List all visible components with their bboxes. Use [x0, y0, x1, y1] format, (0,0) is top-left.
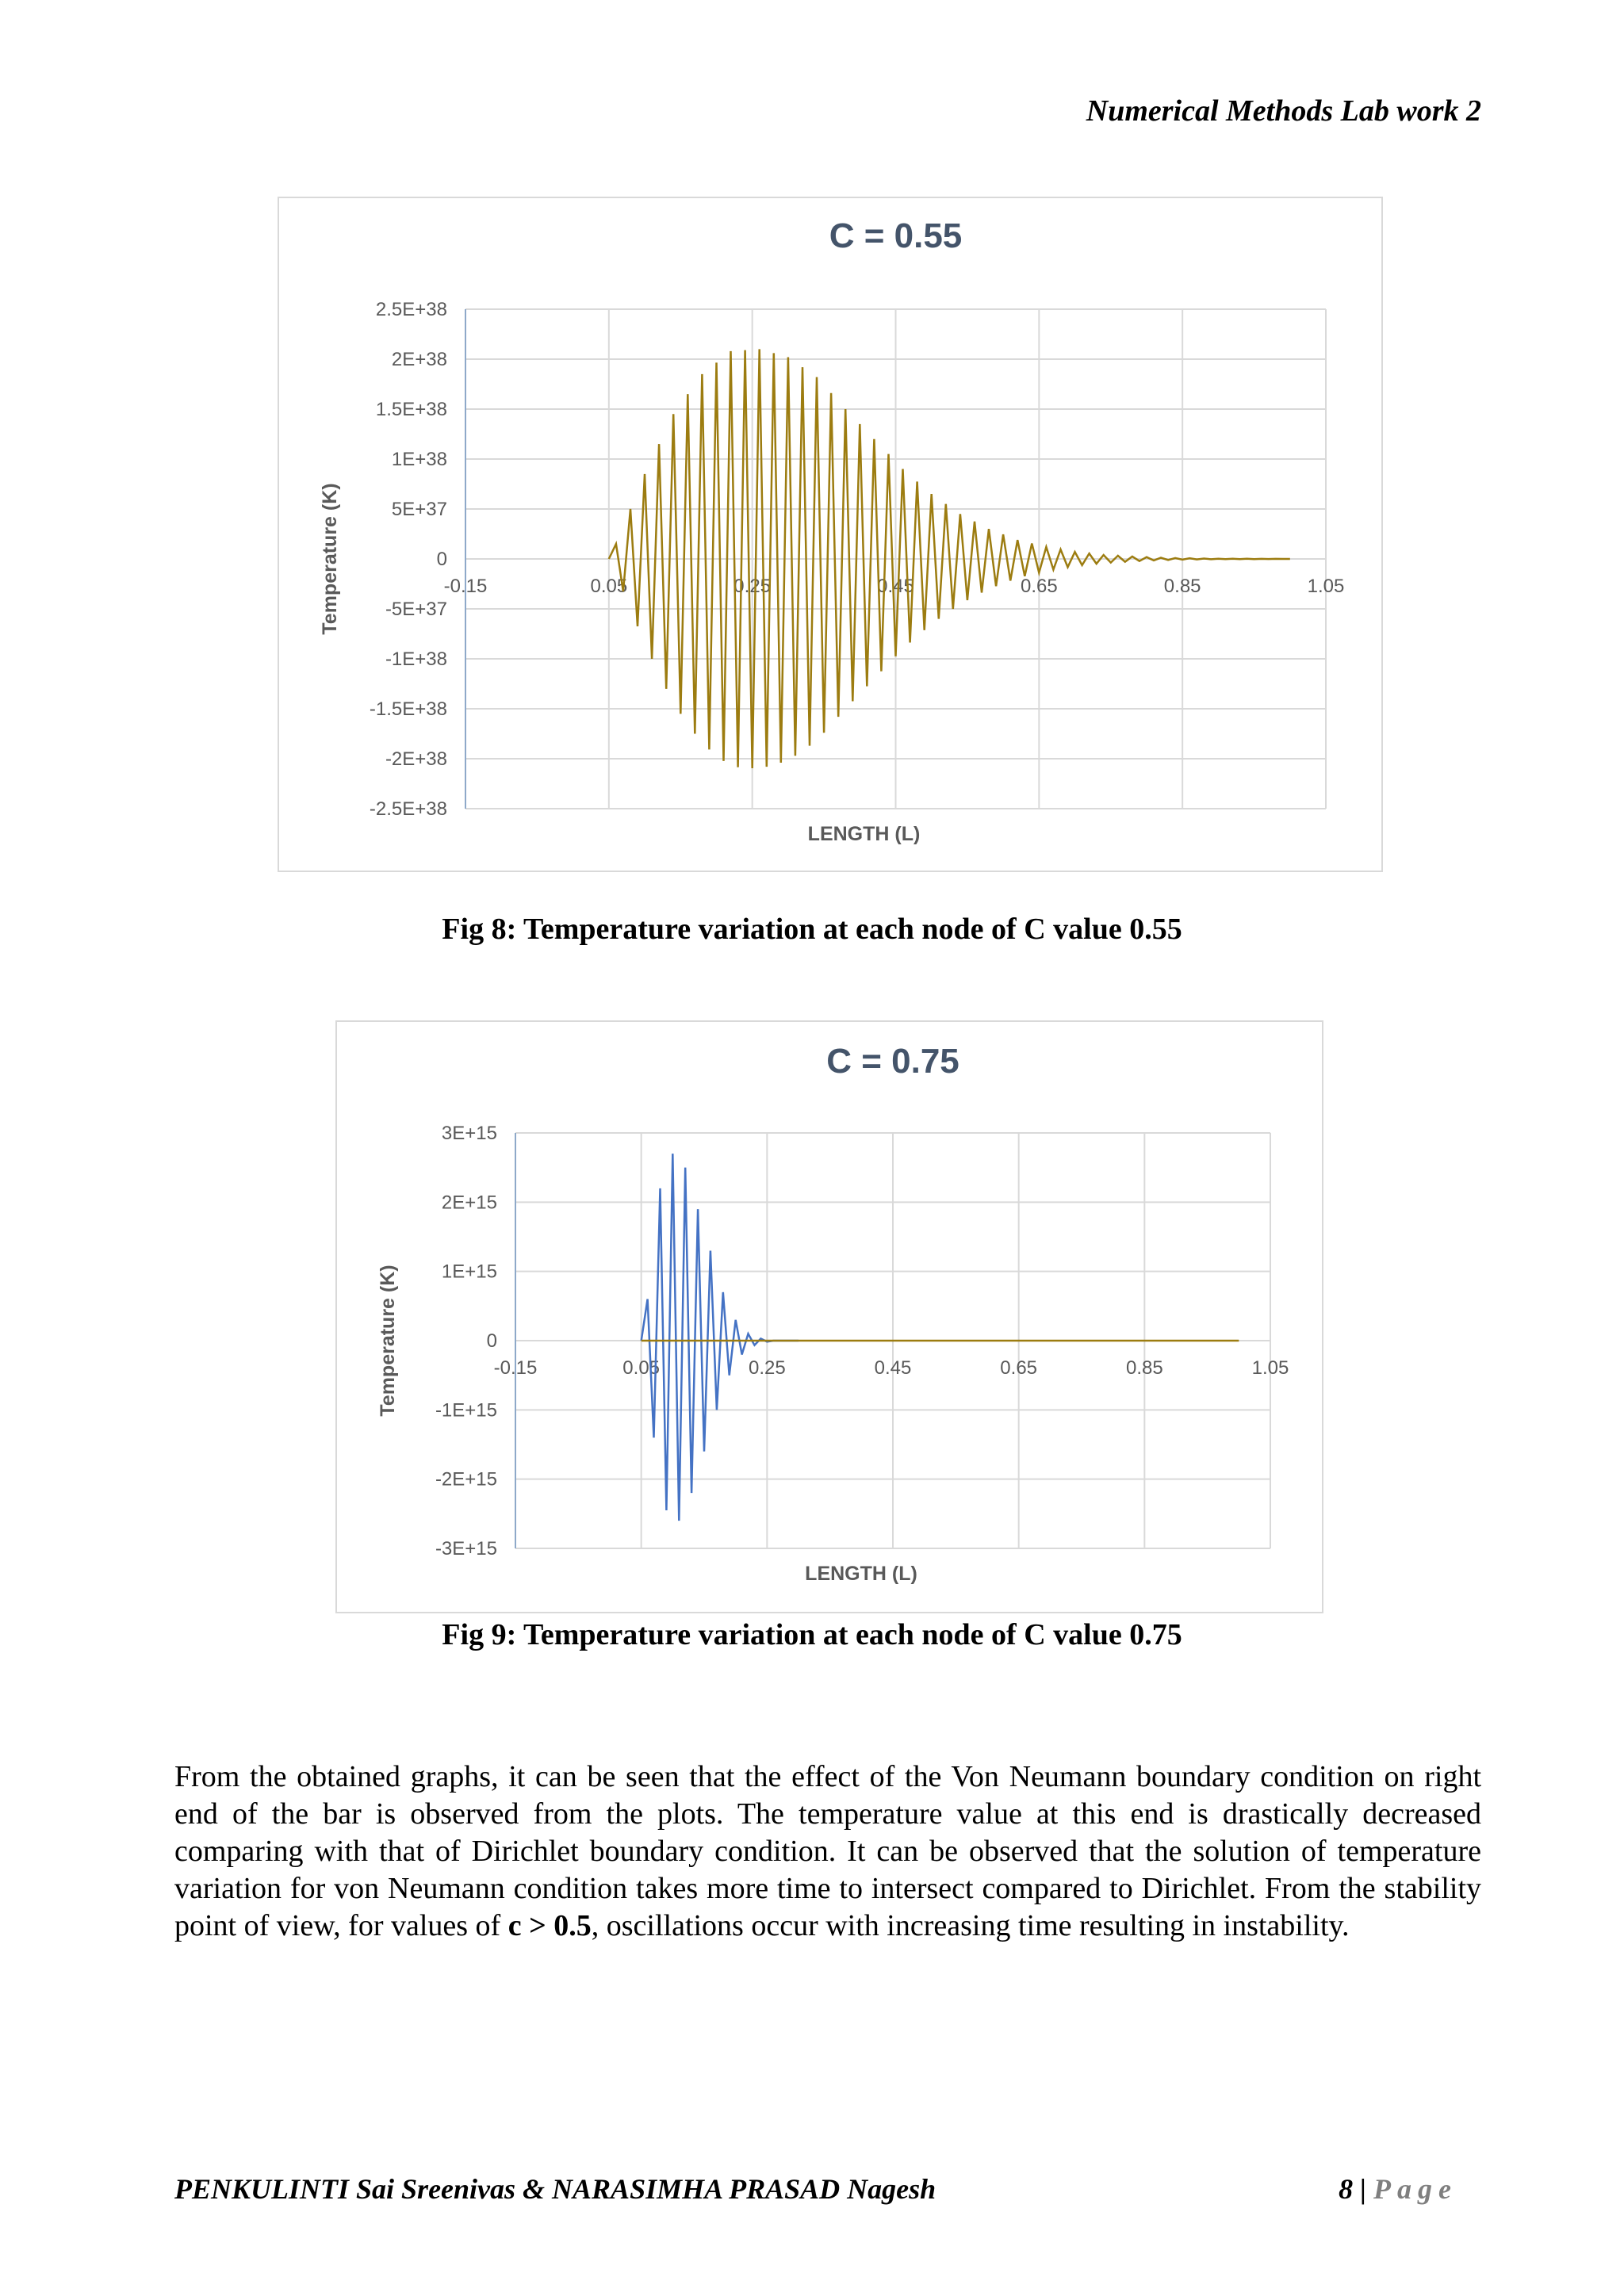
footer-page-number: 8 — [1339, 2173, 1354, 2205]
x-tick-label: -0.15 — [493, 1357, 538, 1379]
y-tick-label: -1E+38 — [385, 649, 447, 670]
y-tick-label: -2E+38 — [385, 748, 447, 770]
y-tick-label: 2E+38 — [391, 349, 447, 370]
y-tick-label: 2E+15 — [441, 1192, 497, 1214]
x-tick-label: 1.05 — [1251, 1357, 1289, 1379]
footer-page — [1339, 2172, 1457, 2206]
y-tick-label: 0 — [436, 549, 447, 570]
x-tick-label: 0.25 — [748, 1357, 786, 1379]
x-tick-label: 0.05 — [622, 1357, 661, 1379]
y-tick-label: 3E+15 — [441, 1123, 497, 1144]
footer-page-word: Page — [1373, 2173, 1457, 2205]
y-tick-label: -5E+37 — [385, 599, 447, 620]
chart-c055 — [278, 197, 1383, 872]
y-tick-label: -1E+15 — [435, 1399, 497, 1422]
body-text-part2: , oscillations occur with increasing time resulting in instability. — [591, 1909, 1350, 1942]
chart-title: C = 0.55 — [829, 216, 963, 255]
chart-title: C = 0.75 — [826, 1042, 959, 1081]
series-line-1 — [642, 1154, 799, 1521]
x-tick-label: 0.45 — [874, 1357, 912, 1379]
chart-c055-svg — [279, 198, 1381, 871]
y-tick-label: 5E+37 — [391, 499, 447, 520]
footer-authors: PENKULINTI Sai Sreenivas & NARASIMHA PRASAD Nagesh — [174, 2173, 936, 2205]
x-tick-label: 0.65 — [1000, 1357, 1038, 1379]
y-axis-label: Temperature (K) — [319, 483, 341, 635]
y-tick-label: 1E+38 — [391, 449, 447, 470]
y-tick-label: 0 — [486, 1330, 497, 1352]
body-text-part1: From the obtained graphs, it can be seen that the effect of the Von Neumann boundary condition on right end of the bar is observed from the plots. The temperature value at this end is drastically decreased comparing with that of Dirichlet boundary condition. It can be observed that the solution of temperature variation for von Neumann condition takes more time to intersect compared to Dirichlet. From the stability point of view, for values of — [174, 1760, 1481, 1942]
figure-caption-9: Fig 9: Temperature variation at each node of C value 0.75 — [442, 1618, 1182, 1651]
x-tick-label: 0.65 — [1020, 576, 1058, 597]
body-paragraph — [174, 1758, 1481, 1945]
header-title: Numerical Methods Lab work 2 — [1086, 94, 1481, 128]
x-tick-label: 0.45 — [877, 576, 914, 597]
x-axis-label: LENGTH (L) — [805, 1563, 917, 1585]
figure-caption-8: Fig 8: Temperature variation at each node of C value 0.55 — [442, 913, 1182, 946]
y-tick-label: -3E+15 — [435, 1538, 497, 1559]
y-tick-label: 1.5E+38 — [375, 399, 447, 420]
x-tick-label: 1.05 — [1307, 576, 1345, 597]
x-tick-label: 0.05 — [590, 576, 628, 597]
x-tick-label: 0.85 — [1163, 576, 1201, 597]
y-axis-label: Temperature (K) — [377, 1265, 399, 1417]
y-tick-label: -2E+15 — [435, 1468, 497, 1490]
x-tick-label: 0.85 — [1125, 1357, 1163, 1379]
chart-c075 — [335, 1020, 1323, 1613]
x-tick-label: 0.25 — [733, 576, 772, 597]
body-text-bold: c > 0.5 — [508, 1909, 592, 1942]
y-tick-label: -2.5E+38 — [369, 798, 447, 820]
chart-c075-svg — [337, 1022, 1322, 1612]
y-tick-label: 1E+15 — [441, 1261, 497, 1283]
x-axis-label: LENGTH (L) — [807, 823, 921, 845]
y-tick-label: 2.5E+38 — [375, 299, 447, 320]
footer-page-separator: | — [1353, 2173, 1374, 2205]
y-tick-label: -1.5E+38 — [369, 698, 447, 720]
x-tick-label: -0.15 — [443, 576, 488, 597]
